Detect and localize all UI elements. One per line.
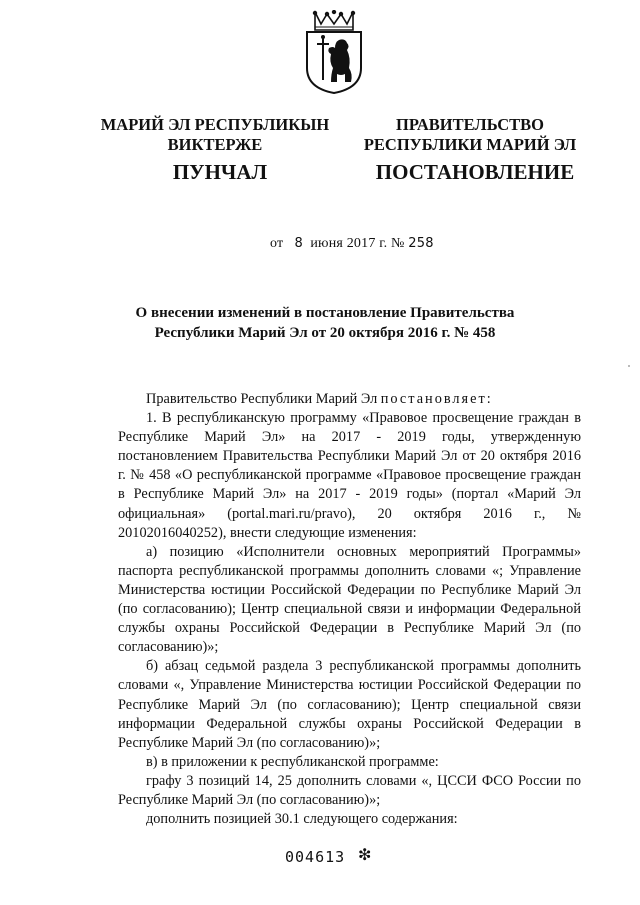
header-right xyxy=(360,115,580,155)
document-body xyxy=(118,390,581,829)
intro-spaced: постановляет xyxy=(380,391,487,407)
paragraph-v: в) в приложении к республиканской программе: xyxy=(146,753,439,770)
header-right-line1: ПРАВИТЕЛЬСТВО xyxy=(396,115,544,134)
paragraph-a: а) позицию «Исполнители основных мероприятий Программы» паспорта республиканской программы дополнить словами «; Управление Министерства юстиции Российской Федерации по Республике Марий Эл (по согласованию); Центр специальной связи и информации Федеральной службы охраны Российской Федерации в Республике Марий Эл (по согласованию)»; xyxy=(118,543,581,656)
coat-of-arms-icon xyxy=(301,10,367,94)
serial-number: 004613 xyxy=(285,848,346,866)
header-right-line2: РЕСПУБЛИКИ МАРИЙ ЭЛ xyxy=(363,135,577,154)
doc-number: 258 xyxy=(408,236,434,251)
date-day: 8 xyxy=(294,236,303,251)
doc-type-right: ПОСТАНОВЛЕНИЕ xyxy=(375,160,575,184)
header-left xyxy=(100,115,330,155)
header-left-line1: МАРИЙ ЭЛ РЕСПУБЛИКЫН xyxy=(100,115,330,134)
title-line1: О внесении изменений в постановление Правительства xyxy=(135,305,515,321)
intro-text: Правительство Республики Марий Эл xyxy=(146,391,381,407)
asterisk-mark-icon: ❇ xyxy=(358,847,372,864)
paragraph-grafa: графу 3 позиций 14, 25 дополнить словами «, ЦССИ ФСО России по Республике Марий Эл (по согласованию)»; xyxy=(118,772,581,808)
intro-end: : xyxy=(486,391,491,407)
paragraph-b: б) абзац седьмой раздела 3 республиканской программы дополнить словами «, Управление Министерства юстиции Российской Федерации по Республике Марий Эл (по согласованию); Центр специальной связи информации Федеральной службы охраны Российской Федерации в Республике Марий Эл (по согласованию)»; xyxy=(118,658,581,751)
resolution-intro xyxy=(118,390,581,409)
date-month-year: июня 2017 г. № xyxy=(310,236,405,251)
date-prefix: от xyxy=(270,236,284,251)
scan-speck xyxy=(628,365,630,367)
title-line2: Республики Марий Эл от 20 октября 2016 г. № 458 xyxy=(154,325,496,341)
document-title xyxy=(110,303,540,343)
date-line xyxy=(270,236,434,252)
paragraph-position: дополнить позицией 30.1 следующего содержания: xyxy=(146,811,458,828)
doc-type-left: ПУНЧАЛ xyxy=(172,160,268,184)
paragraph-1: 1. В республиканскую программу «Правовое просвещение граждан в Республике Марий Эл» на 2017 - 2019 годы, утвержденную постановлением Правительства Республики Марий Эл от 20 октября 2016 г. № 458 «О республиканской программе «Правовое просвещение граждан в Республике Марий Эл» на 2017 - 2019 годы» (портал «Марий Эл официальная» (portal.mari.ru/pravo), 20 октября 2016 г., № 20102016040252), внести следующие изменения: xyxy=(118,410,581,541)
header-left-line2: ВИКТЕРЖЕ xyxy=(167,135,263,154)
